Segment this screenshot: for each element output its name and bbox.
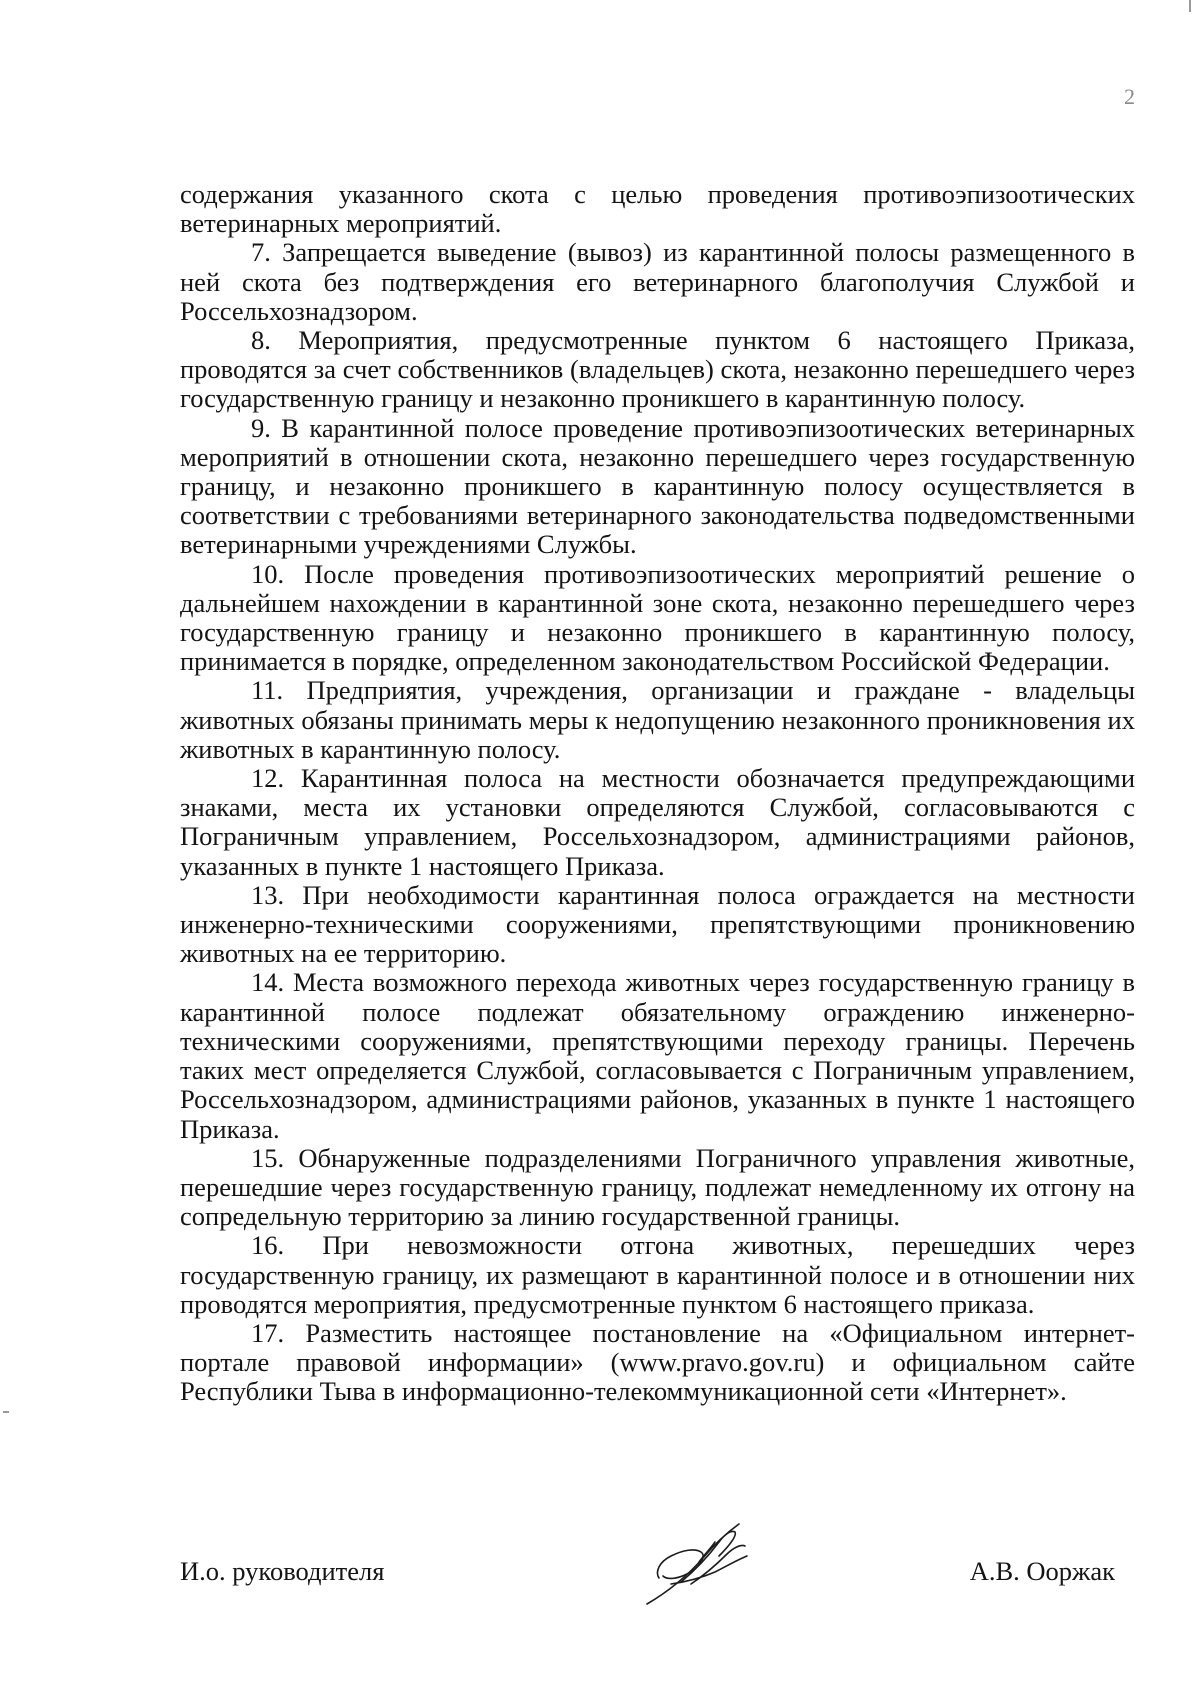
paragraph-16: 16. При невозможности отгона животных, перешедших через государственную границу, их размещают в карантинной полосе и в отношении них проводятся мероприятия, предусмотренные пунктом 6 настоящего приказа. <box>180 1230 1135 1319</box>
paragraph-8: 8. Мероприятия, предусмотренные пунктом 6 настоящего Приказа, проводятся за счет собственников (владельцев) скота, незаконно перешедшего через государственную границу и незаконно проникшего в карантинную полосу. <box>180 325 1135 414</box>
paragraph-10: 10. После проведения противоэпизоотических мероприятий решение о дальнейшем нахождении в карантинной зоне скота, незаконно перешедшего через государственную границу и незаконно проникшего в карантинную полосу, принимается в порядке, определенном законодательством Российской Федерации. <box>180 558 1135 677</box>
signature-block <box>180 1556 1115 1596</box>
paragraph-13: 13. При необходимости карантинная полоса ограждается на местности инженерно-техническими сооружениями, препятствующими проникновению животных на ее территорию. <box>180 879 1135 969</box>
signer-name: А.В. Ооржак <box>969 1556 1115 1586</box>
paragraph-17: 17. Разместить настоящее постановление на «Официальном интернет-портале правовой информации» (www.pravo.gov.ru) и официальном сайте Республики Тыва в информационно-телекоммуникационной сети «Интернет». <box>180 1317 1135 1407</box>
paragraph-continuation: содержания указанного скота с целью проведения противоэпизоотических ветеринарных мероприятий. <box>180 179 1135 239</box>
paragraph-14: 14. Места возможного перехода животных через государственную границу в карантинной полосе подлежат обязательному ограждению инженерно- техническими сооружениями, препятствующими переходу границы. Перечень таких мест определяется Службой, согласовывается с Пограничным управлением, Россельхознадзором, администрациями районов, указанных в пункте 1 настоящего Приказа. <box>180 967 1135 1144</box>
paragraph-12: 12. Карантинная полоса на местности обозначается предупреждающими знаками, места их установки определяются Службой, согласовываются с Пограничным управлением, Россельхознадзором, администрациями районов, указанных в пункте 1 настоящего Приказа. <box>180 763 1135 881</box>
document-body <box>180 180 1135 1407</box>
paragraph-11: 11. Предприятия, учреждения, организации и граждане - владельцы животных обязаны принимать меры к недопущению незаконного проникновения их животных в карантинную полосу. <box>180 675 1135 764</box>
paragraph-15: 15. Обнаруженные подразделениями Пограничного управления животные, перешедшие через государственную границу, подлежат немедленному их отгону на сопредельную территорию за линию государственной границы. <box>180 1142 1135 1232</box>
signer-title: И.о. руководителя <box>180 1556 385 1586</box>
paragraph-7: 7. Запрещается выведение (вывоз) из карантинной полосы размещенного в ней скота без подтверждения его ветеринарного благополучия Службой и Россельхознадзором. <box>180 237 1135 326</box>
scan-margin-dot <box>3 1411 9 1413</box>
page-number: 2 <box>1124 84 1135 109</box>
paragraph-9: 9. В карантинной полосе проведение противоэпизоотических ветеринарных мероприятий в отношении скота, незаконно перешедшего через государственную границу, и незаконно проникшего в карантинную полосу осуществляется в соответствии с требованиями ветеринарного законодательства подведомственными ветеринарными учреждениями Службы. <box>180 412 1135 560</box>
scan-edge-mark <box>1189 0 1191 12</box>
